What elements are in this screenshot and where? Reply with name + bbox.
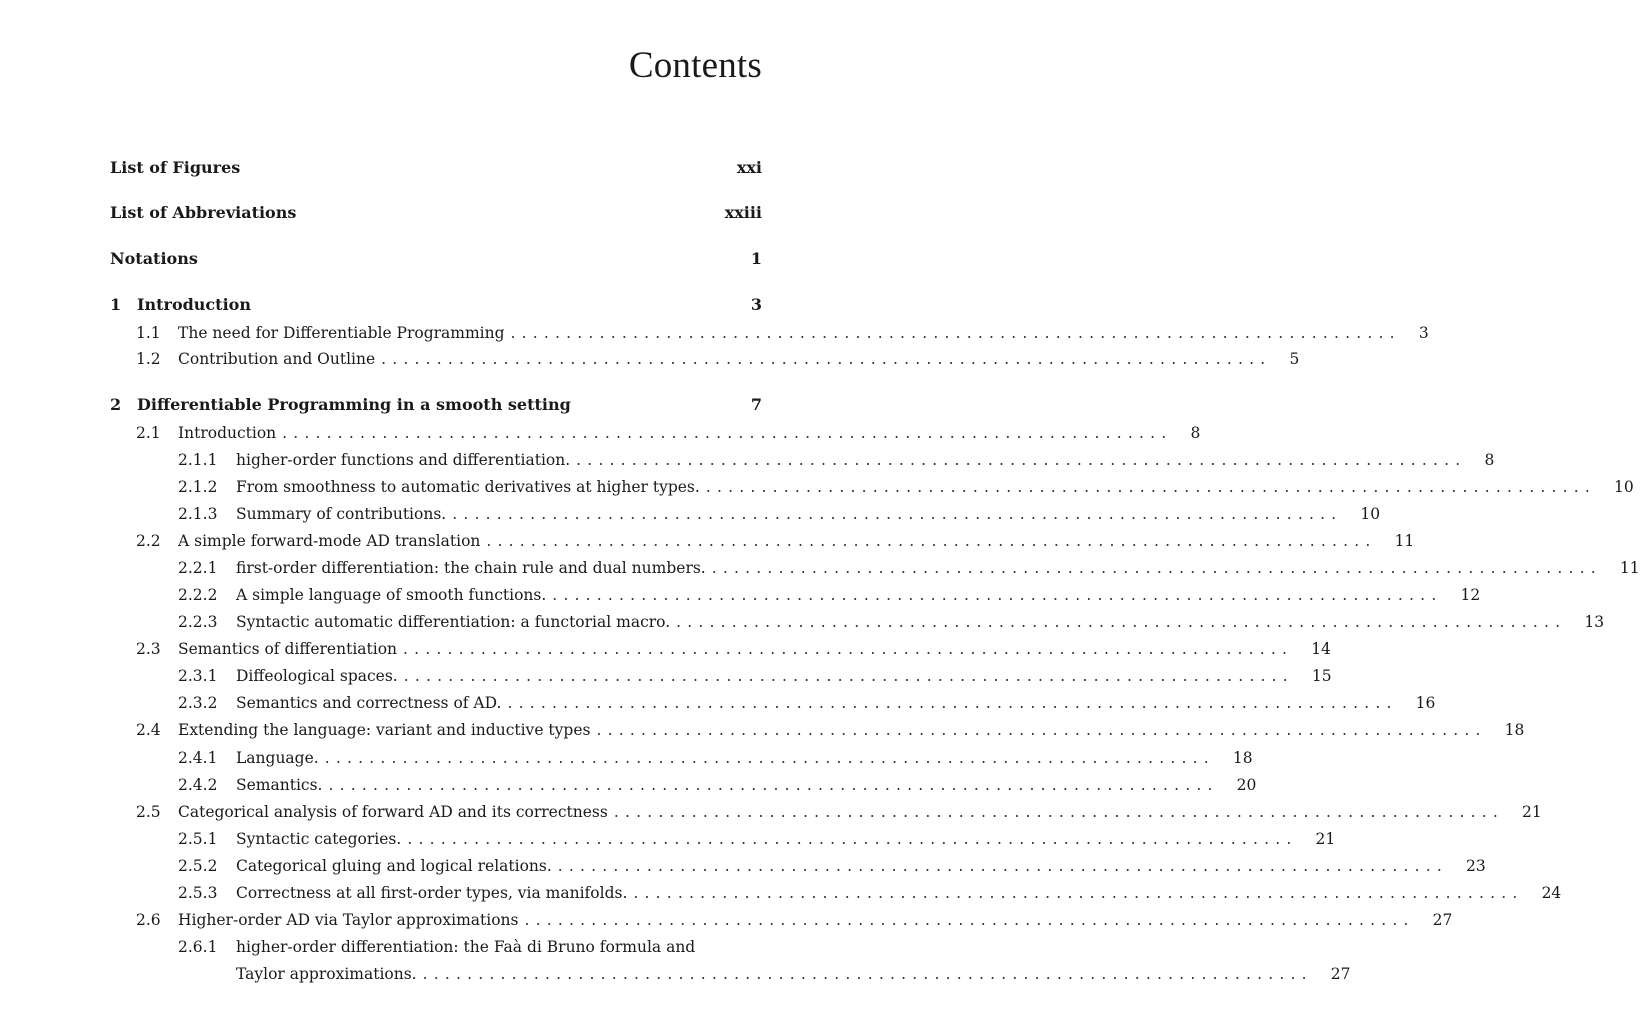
toc-dot-leader: ................................................................................ xyxy=(403,667,1294,685)
toc-entry-number: 1 xyxy=(110,295,122,314)
toc-entry-page: 10 xyxy=(1613,478,1634,496)
toc-entry-title: Categorical analysis of forward AD and its correctness xyxy=(178,803,608,821)
toc-entry-title: Differentiable Programming in a smooth setting xyxy=(137,395,571,414)
toc-entry-number: 2.2.1 xyxy=(178,559,218,577)
toc-entry-page: 10 xyxy=(1360,505,1381,523)
toc-entry-number: 2.6 xyxy=(136,911,161,929)
page-title: Contents xyxy=(628,45,762,86)
toc-entry-title: Semantics of differentiation xyxy=(178,640,398,658)
toc-entry-title: Categorical gluing and logical relations. xyxy=(236,857,552,875)
toc-dot-leader: ................................................................................ xyxy=(328,776,1219,794)
toc-entry-number: 2.5.2 xyxy=(178,857,218,875)
toc-entry[interactable] xyxy=(110,718,1525,742)
toc-entry-page: 7 xyxy=(750,395,762,414)
toc-entry[interactable] xyxy=(110,854,1486,878)
toc-entry-number: 2.2.2 xyxy=(178,586,218,604)
toc-entry-title: List of Figures xyxy=(110,158,241,177)
toc-entry-page: 12 xyxy=(1460,586,1481,604)
toc-entry-title: first-order differentiation: the chain rule and dual numbers. xyxy=(236,559,706,577)
toc-dot-leader: ................................................................................ xyxy=(705,478,1596,496)
toc-dot-leader: ................................................................................ xyxy=(510,324,1401,342)
toc-entry-number: 2.5.1 xyxy=(178,830,218,848)
toc-entry-page: 1 xyxy=(750,249,762,268)
toc-entry[interactable] xyxy=(110,746,1253,770)
toc-entry-number: 2.3.2 xyxy=(178,694,218,712)
toc-entry-page: 27 xyxy=(1330,965,1351,983)
toc-entry[interactable] xyxy=(110,475,1634,499)
toc-entry-number: 2.1.2 xyxy=(178,478,218,496)
toc-entry-title: Taylor approximations. xyxy=(236,965,417,983)
toc-dot-leader: ................................................................................ xyxy=(557,857,1448,875)
toc-entry-number: 2 xyxy=(110,395,122,414)
toc-dot-leader: ................................................................................ xyxy=(613,803,1504,821)
toc-entry-title: Introduction xyxy=(178,424,277,442)
toc-dot-leader: ................................................................................ xyxy=(324,749,1215,767)
toc-entry-number: 2.1 xyxy=(136,424,161,442)
toc-entry-title: From smoothness to automatic derivatives at higher types. xyxy=(236,478,700,496)
toc-dot-leader: ................................................................................ xyxy=(452,505,1343,523)
toc-entry[interactable] xyxy=(110,637,1331,661)
toc-entry[interactable] xyxy=(110,962,1351,986)
toc-entry-title: Syntactic automatic differentiation: a functorial macro. xyxy=(236,613,671,631)
toc-entry-page: 14 xyxy=(1311,640,1331,658)
toc-entry-number: 2.2.3 xyxy=(178,613,218,631)
toc-entry-page: 5 xyxy=(1289,350,1300,368)
toc-entry-title: Introduction xyxy=(137,295,251,314)
toc-entry[interactable] xyxy=(110,201,762,225)
toc-dot-leader: ................................................................................ xyxy=(507,694,1398,712)
toc-dot-leader: ................................................................................ xyxy=(596,721,1487,739)
toc-entry[interactable] xyxy=(110,881,1562,905)
toc-dot-leader: ................................................................................ xyxy=(524,911,1415,929)
toc-entry[interactable] xyxy=(110,583,1481,607)
toc-entry[interactable] xyxy=(110,156,762,180)
toc-dot-leader: ................................................................................ xyxy=(486,532,1377,550)
toc-entry-page: 18 xyxy=(1504,721,1525,739)
toc-entry-number: 2.4.1 xyxy=(178,749,218,767)
toc-entry-title: Semantics and correctness of AD. xyxy=(236,694,502,712)
toc-entry-title: Semantics. xyxy=(236,776,323,794)
toc-entry[interactable] xyxy=(110,393,762,417)
toc-entry[interactable] xyxy=(110,935,762,959)
toc-dot-leader: ................................................................................ xyxy=(576,451,1467,469)
toc-entry[interactable] xyxy=(110,827,1336,851)
toc-dot-leader: ................................................................................ xyxy=(403,640,1294,658)
toc-entry[interactable] xyxy=(110,691,1436,715)
toc-entry-page: 23 xyxy=(1465,857,1486,875)
toc-entry-number: 2.6.1 xyxy=(178,938,218,956)
toc-entry-title: higher-order differentiation: the Faà di Bruno formula and xyxy=(236,938,696,956)
toc-dot-leader: ................................................................................ xyxy=(711,559,1602,577)
toc-entry-number: 1.1 xyxy=(136,324,161,342)
toc-entry-number: 2.1.1 xyxy=(178,451,218,469)
toc-entry-number: 2.4 xyxy=(136,721,161,739)
toc-entry-page: 21 xyxy=(1521,803,1542,821)
toc-entry[interactable] xyxy=(110,773,1257,797)
toc-entry-page: 15 xyxy=(1311,667,1332,685)
toc-entry-page: 13 xyxy=(1584,613,1605,631)
toc-dot-leader: ................................................................................ xyxy=(422,965,1313,983)
toc-entry-page: 16 xyxy=(1415,694,1436,712)
toc-entry[interactable] xyxy=(110,800,1542,824)
toc-entry-number: 2.1.3 xyxy=(178,505,218,523)
toc-entry[interactable] xyxy=(110,293,762,317)
toc-entry-title: Contribution and Outline xyxy=(178,350,376,368)
toc-entry[interactable] xyxy=(110,529,1415,553)
toc-entry-number: 2.2 xyxy=(136,532,161,550)
toc-entry[interactable] xyxy=(110,610,1605,634)
toc-entry[interactable] xyxy=(110,556,1640,580)
toc-entry-number: 2.3 xyxy=(136,640,161,658)
toc-dot-leader: ................................................................................ xyxy=(282,424,1173,442)
toc-entry-number: 2.5 xyxy=(136,803,161,821)
toc-entry[interactable] xyxy=(110,247,762,271)
toc-entry-page: 18 xyxy=(1232,749,1253,767)
toc-entry-page: 24 xyxy=(1541,884,1562,902)
toc-entry-title: higher-order functions and differentiation. xyxy=(236,451,571,469)
toc-entry-title: Summary of contributions. xyxy=(236,505,447,523)
toc-dot-leader: ................................................................................ xyxy=(552,586,1443,604)
toc-entry-title: Language. xyxy=(236,749,319,767)
toc-entry-page: 8 xyxy=(1190,424,1201,442)
toc-entry-number: 2.4.2 xyxy=(178,776,218,794)
toc-entry-title: The need for Differentiable Programming xyxy=(178,324,505,342)
toc-entry-page: 8 xyxy=(1484,451,1495,469)
toc-entry-title: Correctness at all first-order types, via manifolds. xyxy=(236,884,628,902)
toc-entry-number: 1.2 xyxy=(136,350,161,368)
toc-entry[interactable] xyxy=(110,448,1495,472)
toc-dot-leader: ................................................................................ xyxy=(407,830,1298,848)
toc-dot-leader: ................................................................................ xyxy=(676,613,1567,631)
toc-entry[interactable] xyxy=(110,908,1453,932)
toc-entry-title: Syntactic categories. xyxy=(236,830,402,848)
toc-entry-title: List of Abbreviations xyxy=(110,203,297,222)
toc-entry-page: xxi xyxy=(736,158,762,177)
toc-dot-leader: ................................................................................ xyxy=(633,884,1524,902)
toc-entry-page: xxiii xyxy=(724,203,762,222)
toc-dot-leader: ................................................................................ xyxy=(381,350,1272,368)
toc-entry-title: A simple language of smooth functions. xyxy=(236,586,547,604)
toc-entry-number: 2.3.1 xyxy=(178,667,218,685)
toc-entry-title: A simple forward-mode AD translation xyxy=(178,532,481,550)
toc-entry[interactable] xyxy=(110,347,1300,371)
toc-entry-title: Higher-order AD via Taylor approximations xyxy=(178,911,519,929)
toc-entry-page: 3 xyxy=(750,295,762,314)
toc-entry-page: 3 xyxy=(1418,324,1429,342)
toc-entry-page: 20 xyxy=(1236,776,1257,794)
toc-entry-page: 11 xyxy=(1619,559,1640,577)
toc-entry-title: Extending the language: variant and inductive types xyxy=(178,721,591,739)
toc-entry-title: Diffeological spaces. xyxy=(236,667,398,685)
toc-entry[interactable] xyxy=(110,502,1381,526)
toc-entry[interactable] xyxy=(110,664,1332,688)
toc-entry[interactable] xyxy=(110,421,1201,445)
toc-entry[interactable] xyxy=(110,321,1429,345)
toc-entry-title: Notations xyxy=(110,249,198,268)
toc-entry-page: 27 xyxy=(1432,911,1453,929)
toc-entry-page: 11 xyxy=(1394,532,1415,550)
toc-entry-page: 21 xyxy=(1315,830,1336,848)
toc-entry-number: 2.5.3 xyxy=(178,884,218,902)
